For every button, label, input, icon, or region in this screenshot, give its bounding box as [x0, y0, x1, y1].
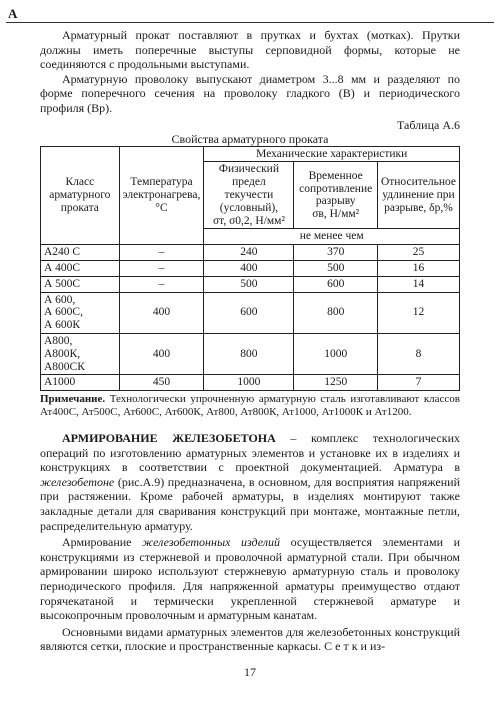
- cell-yield: 1000: [204, 375, 294, 391]
- term-link-izdeliya: железобетонных изделий: [142, 535, 281, 550]
- cell-temp: 400: [119, 292, 204, 333]
- cell-tensile: 800: [294, 292, 377, 333]
- header-rule: [6, 22, 494, 23]
- cell-tensile: 500: [294, 260, 377, 276]
- header-class: Класс арматурного проката: [41, 146, 120, 245]
- note-text: Технологически упрочненную арматурную сталь изготавливают классов Ат400С, Ат500С, Ат600С, Ат600К, Ат800, Ат800К, Ат1000, Ат1000К и Ат1200.: [40, 393, 460, 419]
- header-min: не менее чем: [204, 229, 460, 245]
- cell-temp: –: [119, 276, 204, 292]
- table-row: [41, 333, 460, 374]
- header-yield: Физический предел текучести (условный), σт, σ0,2, Н/мм²: [204, 162, 294, 229]
- cell-class: А 400С: [41, 260, 120, 276]
- header-tensile: Временное сопротивление разрыву σв, Н/мм²: [294, 162, 377, 229]
- cell-temp: 400: [119, 333, 204, 374]
- intro-paragraph-2: Арматурную проволоку выпускают диаметром 3...8 мм и разделяют по форме поперечного сечения на проволоку гладкого (В) и периодического профиля (Вр).: [40, 71, 460, 115]
- cell-tensile: 1000: [294, 333, 377, 374]
- cell-yield: 400: [204, 260, 294, 276]
- cell-class: А800, А800К, А800СК: [41, 333, 120, 374]
- header-temp: Температура электронагрева, °С: [119, 146, 204, 245]
- intro-paragraph-1: Арматурный прокат поставляют в прутках и бухтах (мотках). Прутки должны иметь поперечные выступы серповидной формы, которые не соединяются с продольными выступами.: [40, 28, 460, 72]
- header-yield-symbol: σт, σ0,2, Н/мм²: [212, 214, 285, 227]
- header-elong: Относительное удлинение при разрыве, δр,%: [377, 162, 459, 229]
- header-elong-symbol: разрыве, δр,%: [384, 201, 453, 214]
- page-content: [40, 28, 460, 654]
- table-row: [41, 375, 460, 391]
- table-header-row-1: [41, 146, 460, 162]
- cell-elong: 8: [377, 333, 459, 374]
- table-body: [41, 245, 460, 391]
- cell-yield: 600: [204, 292, 294, 333]
- cell-class: А 600, А 600С, А 600К: [41, 292, 120, 333]
- cell-class: А 500С: [41, 276, 120, 292]
- section-term: АРМИРОВАНИЕ ЖЕЛЕЗОБЕТОНА: [62, 431, 276, 446]
- cell-temp: 450: [119, 375, 204, 391]
- header-mech: Механические характеристики: [204, 146, 460, 162]
- cell-elong: 12: [377, 292, 459, 333]
- cell-tensile: 600: [294, 276, 377, 292]
- table-row: [41, 245, 460, 261]
- cell-tensile: 370: [294, 245, 377, 261]
- cell-temp: –: [119, 245, 204, 261]
- section-paragraph-3: Основными видами арматурных элементов для железобетонных конструкций являются сетки, плоские и пространственные каркасы. С е т к и из-: [40, 624, 460, 654]
- section-armirovanie: [40, 431, 460, 654]
- note-label: Примечание.: [40, 393, 106, 406]
- properties-table: [40, 146, 460, 392]
- cell-class: А1000: [41, 375, 120, 391]
- table-row: [41, 276, 460, 292]
- page-number: 17: [244, 665, 256, 679]
- cell-class: А240 С: [41, 245, 120, 261]
- cell-elong: 7: [377, 375, 459, 391]
- section-paragraph-2: Армирование железобетонных изделий осуществляется элементами и конструкциями из стержневой и проволочной арматурной стали. При обычном армировании широко используют стержневую арматурную сталь и проволоку периодического профиля. Для напряженной арматуры преимущество отдают горячекатаной и термически укрепленной стержневой арматуре и высокопрочным проволочным и арматурным канатам.: [40, 535, 460, 623]
- cell-temp: –: [119, 260, 204, 276]
- cell-elong: 14: [377, 276, 459, 292]
- section-paragraph-1: АРМИРОВАНИЕ ЖЕЛЕЗОБЕТОНА – комплекс технологических операций по изготовлению арматурных элементов и установке их в изделиях и конструкциях в соответствии с проектной документацией. Арматура в железобетоне (рис.А.9) предназначена, в основном, для восприятия напряжений при растяжении. Кроме рабочей арматуры, в изделиях монтируют также закладные детали для сваривания конструкций при монтаже, монтажные петли, распределительную арматуру.: [40, 431, 460, 533]
- header-letter: А: [8, 6, 18, 21]
- term-link-zhelezobeton: железобетоне: [40, 474, 115, 489]
- table-number: Таблица А.6: [397, 117, 460, 132]
- cell-yield: 800: [204, 333, 294, 374]
- cell-elong: 25: [377, 245, 459, 261]
- cell-yield: 240: [204, 245, 294, 261]
- table-row: [41, 292, 460, 333]
- table-title: Свойства арматурного проката: [171, 131, 329, 146]
- table-note: [40, 393, 460, 419]
- table-row: [41, 260, 460, 276]
- cell-tensile: 1250: [294, 375, 377, 391]
- cell-yield: 500: [204, 276, 294, 292]
- cell-elong: 16: [377, 260, 459, 276]
- header-tensile-symbol: σв, Н/мм²: [312, 208, 360, 221]
